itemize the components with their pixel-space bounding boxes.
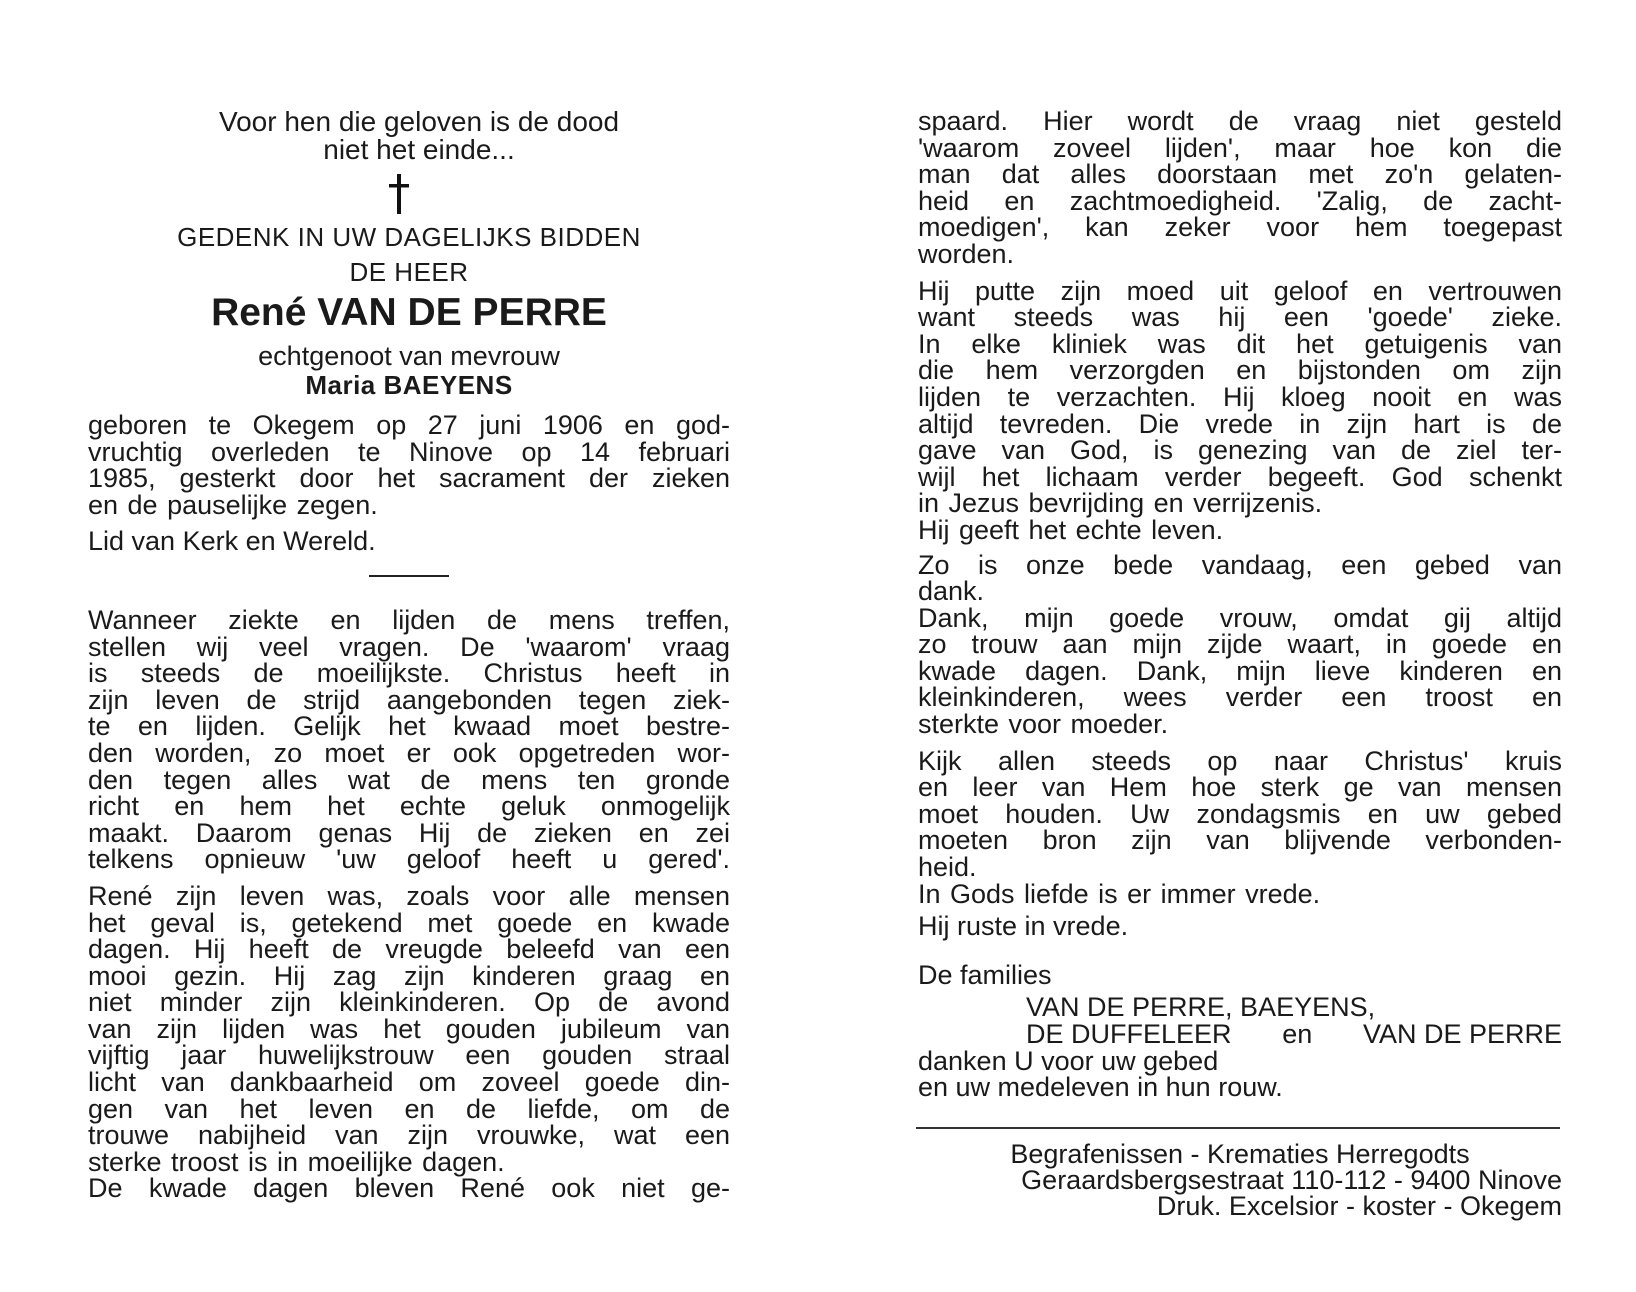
footer-line: Druk. Excelsior - koster - Okegem (1156, 1190, 1562, 1221)
text-line: mooi gezin. Hij zag zijn kinderen graag en (88, 960, 730, 991)
text-line: maakt. Daarom genas Hij de zieken en zei (88, 817, 730, 848)
text-line: 'waarom zoveel lijden', maar hoe kon die (918, 132, 1562, 163)
text-line: In elke kliniek was dit het getuigenis van (918, 328, 1562, 359)
text-line: en de pauselijke zegen. (88, 489, 378, 520)
text-line: trouwe nabijheid van zijn vrouwke, wat een (88, 1120, 730, 1151)
footer-line: Geraardsbergsestraat 110-112 - 9400 Ninove (1021, 1164, 1562, 1195)
paragraph-4 (918, 275, 1562, 545)
text-line: René zijn leven was, zoals voor alle mensen (88, 880, 730, 911)
text-line: richt en hem het echte geluk onmogelijk (88, 791, 730, 822)
paragraph-1 (88, 604, 730, 875)
families-intro: De families (918, 959, 1052, 990)
text-line: moeten bron zijn van blijvende verbonden- (918, 825, 1562, 856)
thanks-line: en uw medeleven in hun rouw. (918, 1072, 1283, 1103)
text-line: zijn leven de strijd aangebonden tegen ziek- (88, 684, 730, 715)
text-line: en leer van Hem hoe sterk ge van mensen (918, 772, 1562, 803)
family-conjunction: en (1282, 1019, 1313, 1049)
paragraph-3 (918, 108, 1562, 268)
text-line: van zijn lijden was het gouden jubileum van (88, 1013, 730, 1044)
text-line: altijd tevreden. Die vrede in zijn hart is de (918, 408, 1562, 439)
paragraph-2 (88, 880, 730, 1204)
text-line: spaard. Hier wordt de vraag niet gesteld (918, 106, 1562, 136)
motto-line: Voor hen die geloven is de dood (218, 106, 620, 137)
text-line: heid en zachtmoedigheid. 'Zalig, de zacht- (918, 185, 1562, 216)
text-line: den worden, zo moet er ook opgetreden wor- (88, 737, 730, 768)
gedenk-line: DE HEER (349, 257, 469, 287)
paragraph-5 (918, 549, 1562, 740)
text-line: De kwade dagen bleven René ook niet ge- (88, 1173, 730, 1204)
text-line: stellen wij veel vragen. De 'waarom' vraag (88, 631, 730, 662)
spouse-name: Maria BAEYENS (305, 370, 513, 400)
text-line: den tegen alles wat de mens ten gronde (88, 764, 730, 795)
printer-footer (918, 1138, 1562, 1221)
text-line: kleinkinderen, wees verder een troost en (918, 682, 1562, 713)
text-line: kwade dagen. Dank, mijn lieve kinderen en (918, 655, 1562, 686)
text-line: Hij geeft het echte leven. (918, 514, 1224, 545)
text-line: sterkte voor moeder. (918, 709, 1169, 740)
right-column (918, 108, 1562, 1219)
text-line: heid. (918, 852, 977, 883)
spouse-intro: echtgenoot van mevrouw (258, 341, 560, 371)
text-line: sterke troost is in moeilijke dagen. (88, 1146, 505, 1177)
text-line: Dank, mijn goede vrouw, omdat gij altijd (918, 602, 1562, 633)
text-line: lijden te verzachten. Hij kloeg nooit en was (918, 381, 1562, 412)
text-line: vruchtig overleden te Ninove op 14 februari (88, 436, 730, 467)
thanks-line: danken U voor uw gebed (918, 1045, 1219, 1076)
text-line: In Gods liefde is er immer vrede. (918, 878, 1321, 909)
divider-rule (369, 575, 449, 577)
motto-line: niet het einde... (323, 134, 515, 165)
text-line: het geval is, getekend met goede en kwade (88, 907, 730, 938)
families-line-2 (1026, 1021, 1562, 1048)
membership-line: Lid van Kerk en Wereld. (88, 526, 376, 557)
text-line: moedigen', kan zeker voor hem toegepast (918, 212, 1562, 243)
text-line: in Jezus bevrijding en verrijzenis. (918, 488, 1323, 519)
text-line: geboren te Okegem op 27 juni 1906 en god- (88, 410, 730, 440)
text-line: vijftig jaar huwelijkstrouw een gouden straal (88, 1040, 730, 1071)
text-line: Wanneer ziekte en lijden de mens treffen, (88, 604, 730, 635)
bio-paragraph (88, 412, 730, 518)
deceased-name: René VAN DE PERRE (211, 291, 607, 334)
text-line: 1985, gesterkt door het sacrament der zieken (88, 463, 730, 494)
footer-rule (916, 1127, 1560, 1129)
text-line: telkens opnieuw 'uw geloof heeft u gered'. (88, 844, 730, 875)
text-line: man dat alles doorstaan met zo'n gelaten- (918, 159, 1562, 190)
text-line: want steeds was hij een 'goede' zieke. (918, 302, 1562, 333)
text-line: niet minder zijn kleinkinderen. Op de avond (88, 987, 730, 1018)
text-line: worden. (918, 238, 1015, 269)
text-line: is steeds de moeilijkste. Christus heeft in (88, 658, 730, 689)
paragraph-6 (918, 745, 1562, 909)
text-line: Hij putte zijn moed uit geloof en vertrouwen (918, 275, 1562, 306)
rest-in-peace: Hij ruste in vrede. (918, 911, 1129, 942)
cross-svg (387, 172, 411, 216)
gedenk-line: GEDENK IN UW DAGELIJKS BIDDEN (177, 222, 641, 252)
text-line: Zo is onze bede vandaag, een gebed van (918, 549, 1562, 580)
text-line: dank. (918, 576, 985, 607)
latin-cross-icon (88, 172, 730, 214)
text-line: dagen. Hij heeft de vreugde beleefd van een (88, 934, 730, 965)
text-line: gen van het leven en de liefde, om de (88, 1093, 730, 1124)
text-line: gave van God, is genezing van de ziel ter- (918, 435, 1562, 466)
text-line: wijl het lichaam verder begeeft. God schenkt (918, 461, 1562, 492)
family-name: VAN DE PERRE (1362, 1019, 1562, 1049)
gedenk-heading (88, 220, 730, 290)
text-line: die hem verzorgden en bijstonden om zijn (918, 355, 1562, 386)
family-name: DE DUFFELEER (1026, 1019, 1232, 1049)
families-line-1: VAN DE PERRE, BAEYENS, (1026, 992, 1376, 1023)
motto (128, 108, 710, 164)
left-column (88, 108, 730, 1202)
text-line: moet houden. Uw zondagsmis en uw gebed (918, 798, 1562, 829)
text-line: licht van dankbaarheid om zoveel goede din- (88, 1067, 730, 1098)
text-line: te en lijden. Gelijk het kwaad moet bestre- (88, 711, 730, 742)
footer-line: Begrafenissen - Krematies Herregodts (1010, 1138, 1470, 1169)
text-line: Kijk allen steeds op naar Christus' kruis (918, 745, 1562, 776)
text-line: zo trouw aan mijn zijde waart, in goede en (918, 629, 1562, 660)
